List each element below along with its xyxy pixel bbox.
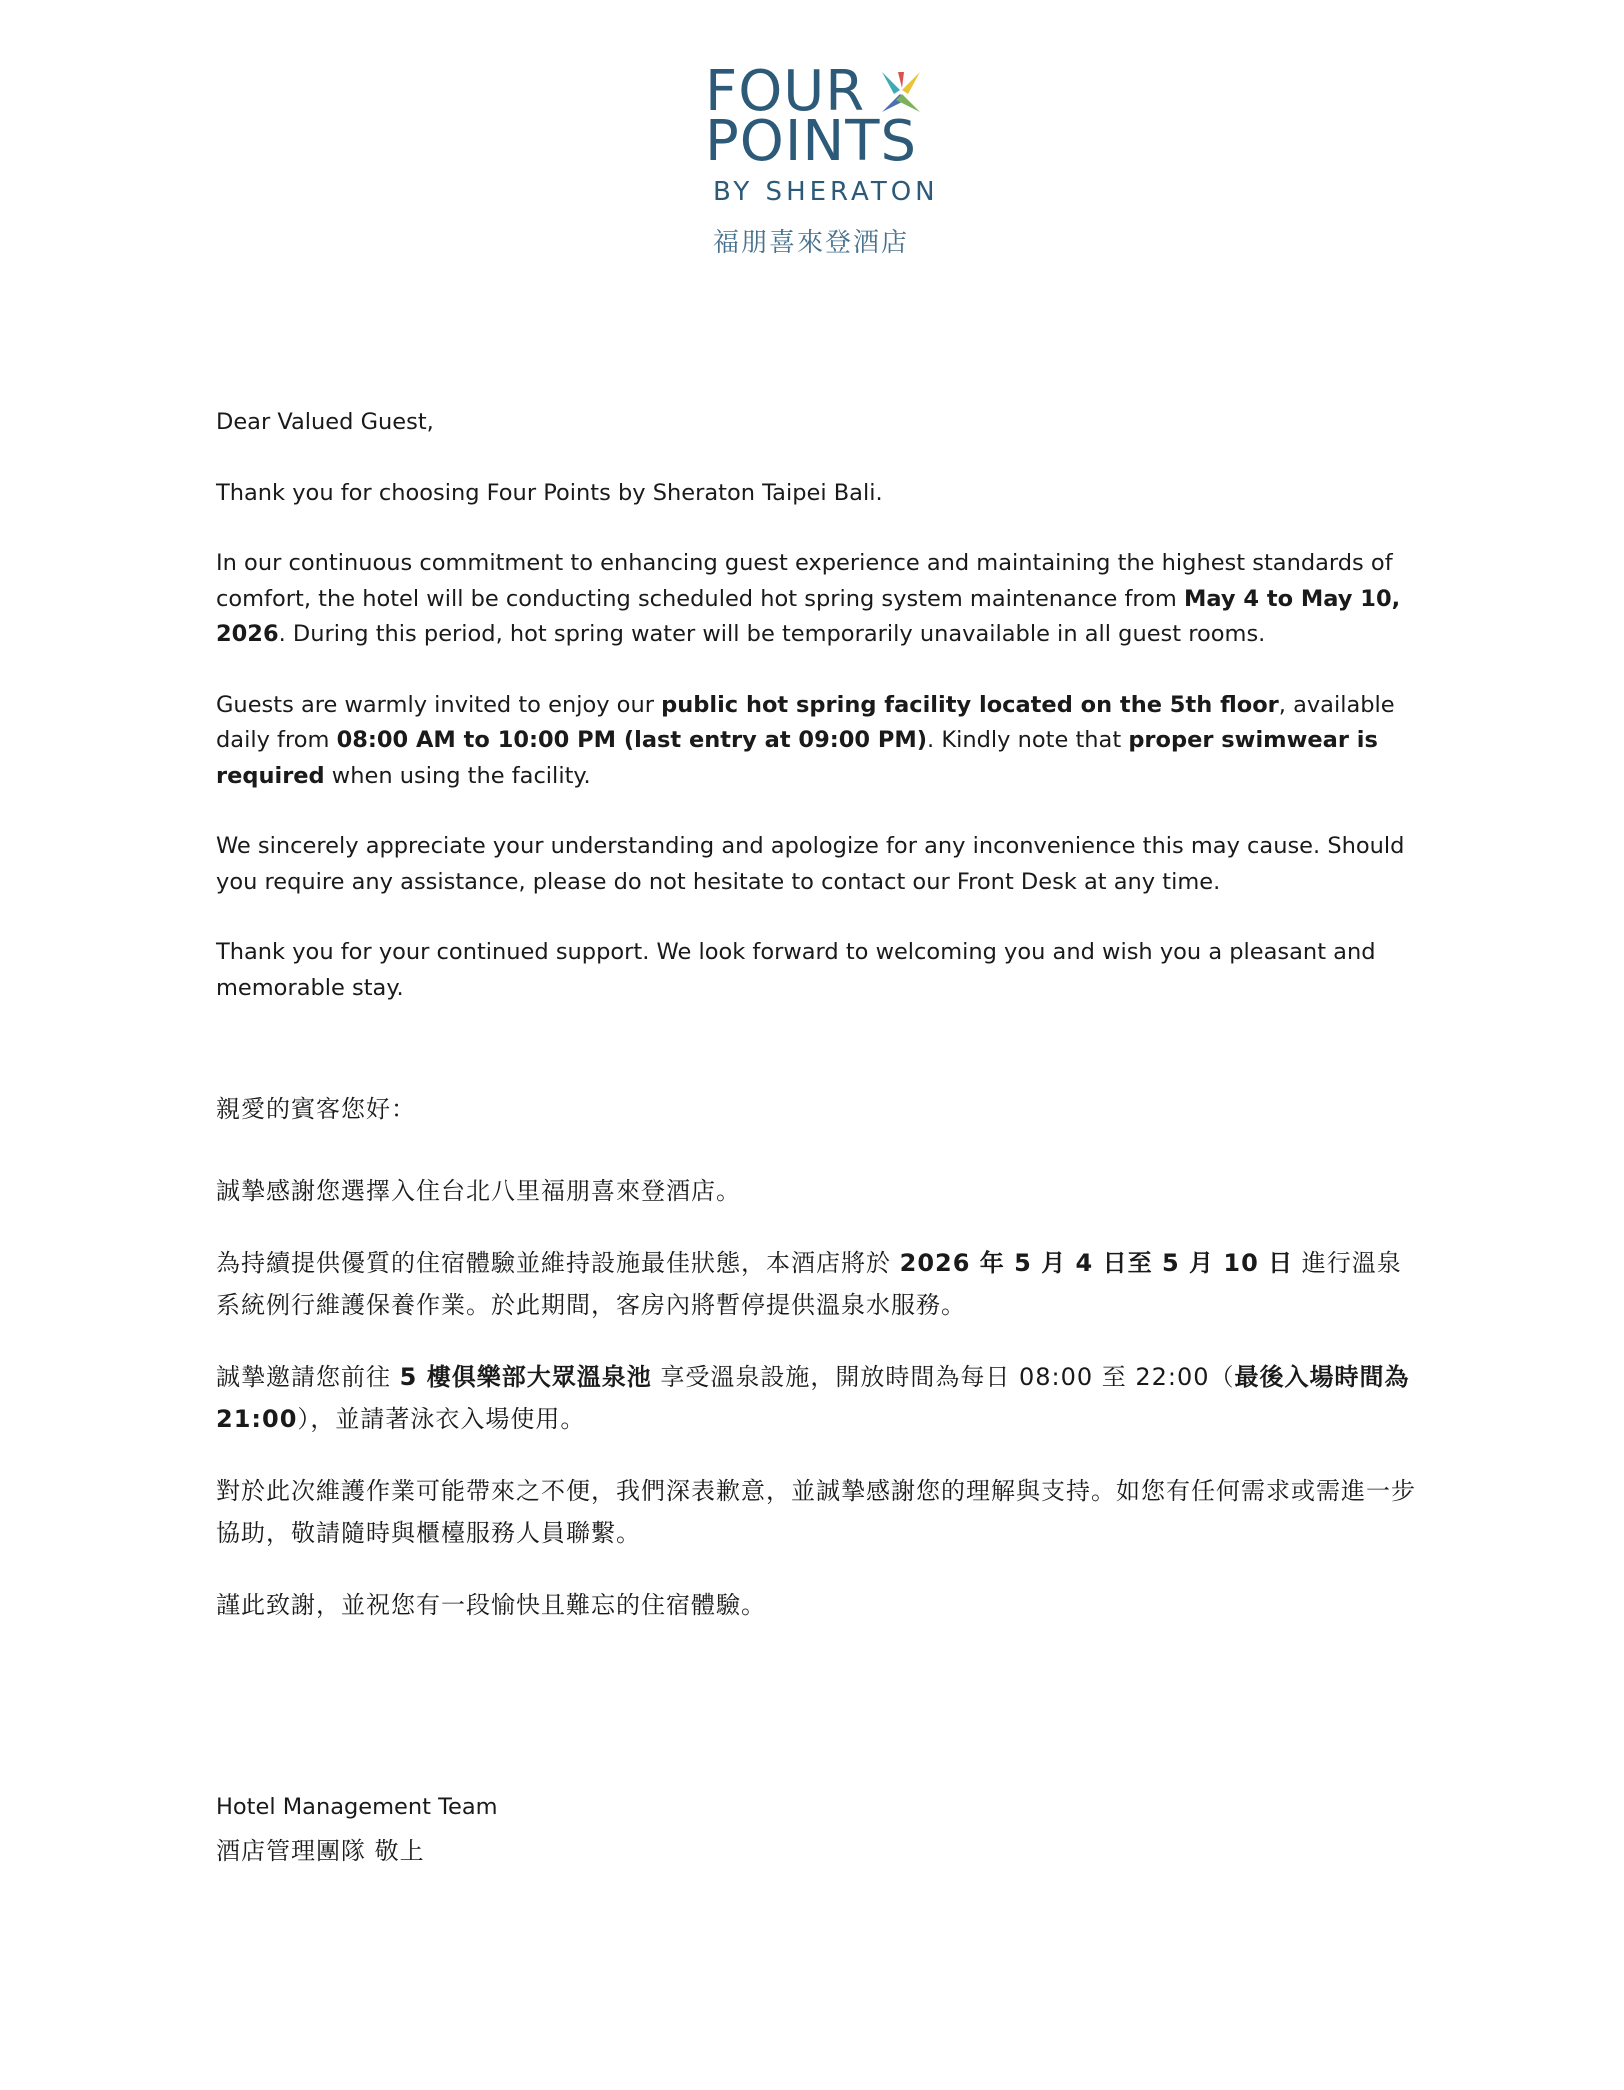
chinese-paragraph-2: 誠摯邀請您前往 5 樓俱樂部大眾溫泉池 享受溫泉設施，開放時間為每日 08:00 至 22:00（最後入場時間為 21:00），並請著泳衣入場使用。 bbox=[216, 1363, 1410, 1433]
signature-chinese: 酒店管理團隊 敬上 bbox=[216, 1837, 425, 1865]
chinese-paragraph-4: 謹此致謝，並祝您有一段愉快且難忘的住宿體驗。 bbox=[216, 1591, 766, 1619]
four-points-mark-icon bbox=[880, 70, 922, 114]
chinese-greeting: 親愛的賓客您好： bbox=[216, 1095, 416, 1123]
english-thanks: Thank you for choosing Four Points by Sheraton Taipei Bali. bbox=[216, 479, 883, 506]
english-paragraph-4: Thank you for your continued support. We look forward to welcoming you and wish you a pleasant and memorable stay. bbox=[216, 939, 1376, 1001]
english-greeting: Dear Valued Guest, bbox=[216, 409, 434, 435]
english-paragraph-3: We sincerely appreciate your understanding and apologize for any inconvenience this may cause. Should you require any assistance, please do not hesitate to contact our Front Desk at any time. bbox=[216, 833, 1405, 895]
logo-chinese-name: 福朋喜來登酒店 bbox=[713, 228, 910, 258]
chinese-letter bbox=[216, 1088, 1416, 1656]
hotel-logo bbox=[705, 59, 939, 272]
signature-block bbox=[216, 1785, 816, 1873]
logo-word-four: FOUR bbox=[705, 59, 866, 124]
chinese-paragraph-3: 對於此次維護作業可能帶來之不便，我們深表歉意，並誠摯感謝您的理解與支持。如您有任何需求或需進一步協助，敬請隨時與櫃檯服務人員聯繫。 bbox=[216, 1477, 1416, 1547]
signature-english: Hotel Management Team bbox=[216, 1794, 498, 1820]
english-paragraph-2: Guests are warmly invited to enjoy our public hot spring facility located on the 5th floor, available daily from 08:00 AM to 10:00 PM (last entry at 09:00 PM). Kindly note that proper swimwear is required when using the facility. bbox=[216, 691, 1395, 789]
logo-by-sheraton: BY SHERATON bbox=[713, 177, 939, 207]
english-paragraph-1: In our continuous commitment to enhancing guest experience and maintaining the highest standards of comfort, the hotel will be conducting scheduled hot spring system maintenance from May 4 to May 10, 2026. During this period, hot spring water will be temporarily unavailable in all guest rooms. bbox=[216, 550, 1401, 647]
chinese-paragraph-1: 為持續提供優質的住宿體驗並維持設施最佳狀態，本酒店將於 2026 年 5 月 4 日至 5 月 10 日 進行溫泉系統例行維護保養作業。於此期間，客房內將暫停提供溫泉水服務。 bbox=[216, 1249, 1402, 1319]
chinese-thanks: 誠摯感謝您選擇入住台北八里福朋喜來登酒店。 bbox=[216, 1177, 741, 1205]
logo-word-points: POINTS bbox=[705, 109, 918, 174]
english-letter bbox=[216, 405, 1416, 1041]
